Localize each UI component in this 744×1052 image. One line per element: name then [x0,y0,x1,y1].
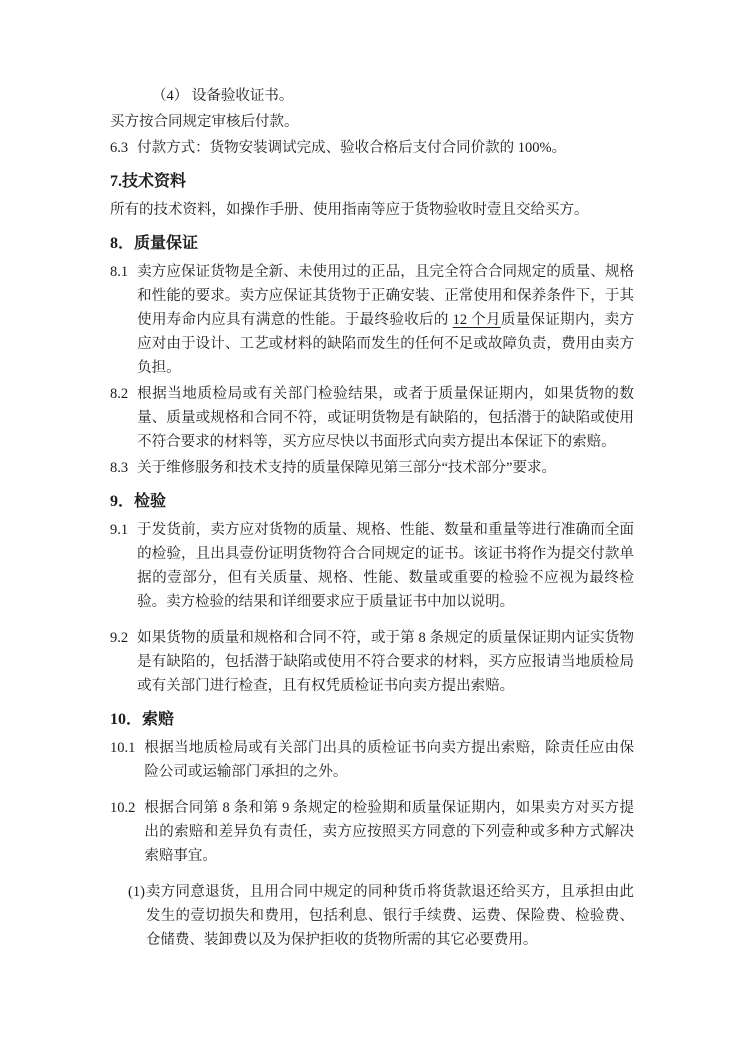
clause-6-3-text: 付款方式：货物安装调试完成、验收合格后支付合同价款的 100%。 [137,140,567,156]
clause-9-2 [110,626,634,698]
clause-6-3-number: 6.3 [110,140,129,156]
buyer-review-line: 买方按合同规定审核后付款。 [110,114,299,130]
clause-10-2-text: 根据合同第 8 条和第 9 条规定的检验期和质量保证期内，如果卖方对买方提出的索赔和差异负有责任，卖方应按照买方同意的下列壹种或多种方式解决索赔事宜。 [144,800,634,864]
clause-8-2-number: 8.2 [110,386,129,402]
clause-8-1 [110,260,634,380]
heading-8-quality-guarantee: 8．质量保证 [110,235,199,252]
clause-10-2-number: 10.2 [110,800,136,816]
list-item-4: （4） 设备验收证书。 [152,88,294,104]
clause-10-1-number: 10.1 [110,740,136,756]
clause-9-1-number: 9.1 [110,522,129,538]
heading-9-inspection: 9．检验 [110,493,167,510]
clause-8-3 [110,456,634,480]
clause-9-1-text: 于发货前，卖方应对货物的质量、规格、性能、数量和重量等进行准确而全面的检验，且出具壹份证明货物符合合同规定的证书。该证书将作为提交付款单据的壹部分，但有关质量、规格、性能、数量或重要的检验不应视为最终检验。卖方检验的结果和详细要求应于质量证书中加以说明。 [137,522,634,610]
heading-7-technical-documents: 7.技术资料 [110,173,187,190]
clause-8-3-text: 关于维修服务和技术支持的质量保障见第三部分“技术部分”要求。 [137,460,556,476]
para-7-body: 所有的技术资料，如操作手册、使用指南等应于货物验收时壹且交给买方。 [110,202,589,218]
clause-10-2-item-1 [128,880,634,952]
clause-8-2-text: 根据当地质检局或有关部门检验结果，或者于质量保证期内，如果货物的数量、质量或规格和合同不符，或证明货物是有缺陷的，包括潜于的缺陷或使用不符合要求的材料等，买方应尽快以书面形式向卖方提出本保证下的索赔。 [137,386,634,450]
clause-10-1 [110,736,634,784]
clause-8-1-text-before: 卖方应保证货物是全新、未使用过的正品，且完全符合合同规定的质量、规格和性能的要求。卖方应保证其货物于正确安装、正常使用和保养条件下，于其使用寿命内应具有满意的性能。于最终验收后的 [137,264,634,328]
clause-8-1-text-after: 质量保证期内，卖方应对由于设计、工艺或材料的缺陷而发生的任何不足或故障负责，费用由卖方负担。 [137,312,635,376]
clause-10-1-text: 根据当地质检局或有关部门出具的质检证书向卖方提出索赔，除责任应由保险公司或运输部门承担的之外。 [144,740,634,780]
heading-10-claims: 10．索赔 [110,711,175,728]
clause-8-2 [110,382,634,454]
clause-8-1-text [137,260,634,380]
clause-9-1 [110,518,634,614]
clause-9-2-text: 如果货物的质量和规格和合同不符，或于第 8 条规定的质量保证期内证实货物是有缺陷的，包括潜于缺陷或使用不符合要求的材料，买方应报请当地质检局或有关部门进行检查，且有权凭质检证书向卖方提出索赔。 [137,630,634,694]
clause-10-2-item-1-text: 卖方同意退货，且用合同中规定的同种货币将货款退还给买方，且承担由此发生的壹切损失和费用，包括利息、银行手续费、运费、保险费、检验费、仓储费、装卸费以及为保护拒收的货物所需的其它必要费用。 [145,884,634,948]
clause-10-2-item-1-number: (1) [128,884,145,900]
clause-9-2-number: 9.2 [110,630,129,646]
clause-10-2 [110,796,634,868]
clause-6-3 [110,136,634,160]
clause-8-1-number: 8.1 [110,264,129,280]
clause-8-3-number: 8.3 [110,460,129,476]
warranty-period-underlined: 12 个月 [452,312,501,328]
